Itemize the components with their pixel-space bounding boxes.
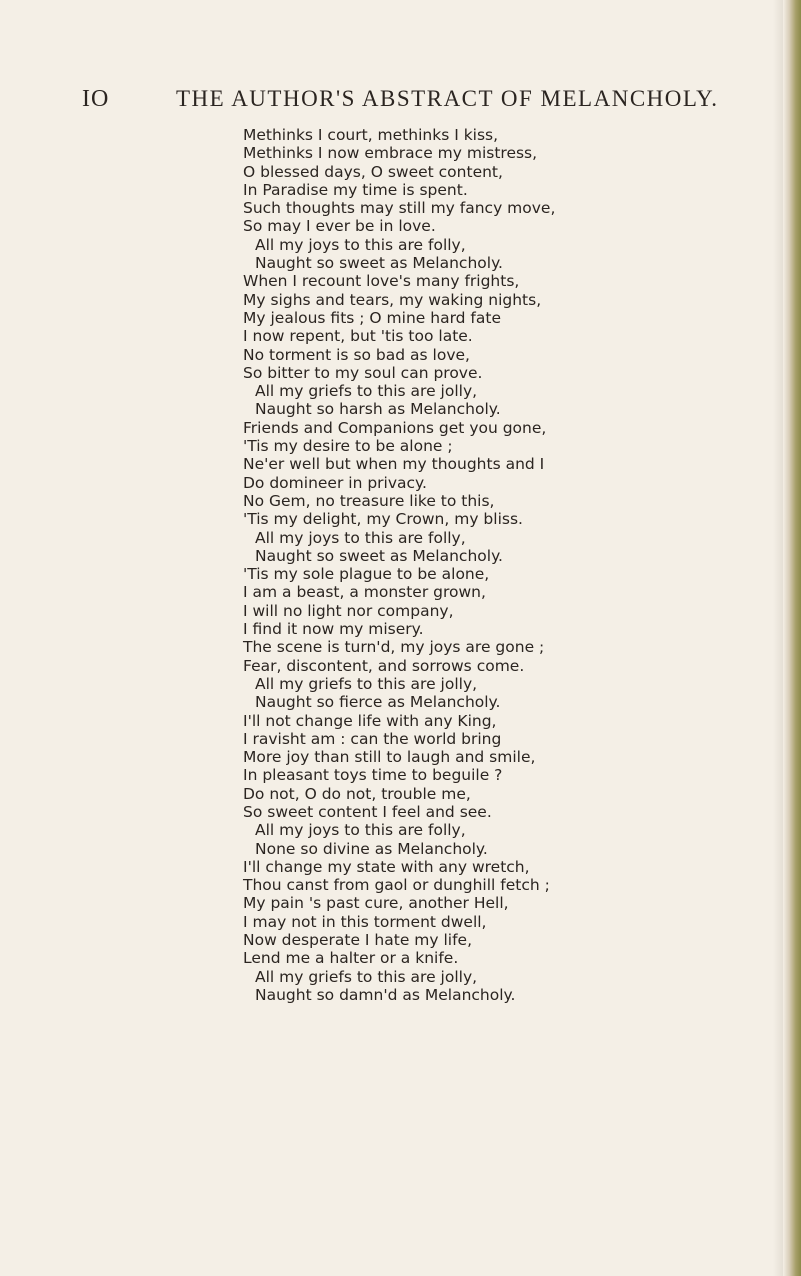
poem-line: In pleasant toys time to beguile ?	[243, 766, 503, 785]
poem-refrain-line: All my joys to this are folly,	[255, 821, 466, 840]
page-edge	[783, 0, 801, 1276]
poem-body	[243, 126, 763, 1004]
poem-refrain-line: Naught so harsh as Melancholy.	[255, 400, 501, 419]
poem-line: Methinks I now embrace my mistress,	[243, 144, 538, 163]
poem-line: Now desperate I hate my life,	[243, 931, 473, 950]
poem-line: O blessed days, O sweet content,	[243, 162, 503, 181]
poem-line: Ne'er well but when my thoughts and I	[243, 455, 545, 474]
poem-line: I'll not change life with any King,	[243, 711, 497, 730]
poem-line: My pain 's past cure, another Hell,	[243, 894, 509, 913]
poem-line: So sweet content I feel and see.	[243, 802, 492, 821]
poem-line: My sighs and tears, my waking nights,	[243, 290, 542, 309]
poem-line: I now repent, but 'tis too late.	[243, 327, 473, 346]
poem-line: In Paradise my time is spent.	[243, 180, 468, 199]
page-edge-shadow	[773, 0, 783, 1276]
poem-refrain-line: None so divine as Melancholy.	[255, 839, 488, 858]
poem-line: Do domineer in privacy.	[243, 473, 427, 492]
poem-line: I will no light nor company,	[243, 601, 454, 620]
poem-refrain-line: All my griefs to this are jolly,	[255, 674, 478, 693]
poem-line: When I recount love's many frights,	[243, 272, 520, 291]
poem-line: So may I ever be in love.	[243, 217, 436, 236]
poem-line: I may not in this torment dwell,	[243, 912, 487, 931]
poem-line: 'Tis my sole plague to be alone,	[243, 565, 490, 584]
poem-refrain-line: All my griefs to this are jolly,	[255, 382, 478, 401]
poem-line: Friends and Companions get you gone,	[243, 418, 547, 437]
poem-line: My jealous fits ; O mine hard fate	[243, 308, 501, 327]
poem-line: I find it now my misery.	[243, 620, 424, 639]
poem-line: Such thoughts may still my fancy move,	[243, 199, 556, 218]
poem-line: 'Tis my desire to be alone ;	[243, 437, 453, 456]
poem-refrain-line: All my griefs to this are jolly,	[255, 967, 478, 986]
poem-line: Methinks I court, methinks I kiss,	[243, 126, 499, 144]
poem-line: I'll change my state with any wretch,	[243, 857, 530, 876]
poem-line: Do not, O do not, trouble me,	[243, 784, 471, 803]
poem-refrain-line: All my joys to this are folly,	[255, 235, 466, 254]
poem-refrain-line: Naught so sweet as Melancholy.	[255, 254, 503, 273]
poem-line: Fear, discontent, and sorrows come.	[243, 656, 525, 675]
poem-line: More joy than still to laugh and smile,	[243, 748, 536, 767]
poem-line: I ravisht am : can the world bring	[243, 729, 502, 748]
poem-refrain-line: Naught so damn'd as Melancholy.	[255, 985, 516, 1004]
poem-line: I am a beast, a monster grown,	[243, 583, 486, 602]
page-number: IO	[82, 86, 110, 112]
running-head	[82, 86, 722, 118]
poem-line: Lend me a halter or a knife.	[243, 949, 459, 968]
poem-line: So bitter to my soul can prove.	[243, 363, 483, 382]
poem-line: Thou canst from gaol or dunghill fetch ;	[243, 876, 550, 895]
poem-line: The scene is turn'd, my joys are gone ;	[243, 638, 545, 657]
poem-line: 'Tis my delight, my Crown, my bliss.	[243, 510, 523, 529]
poem-refrain-line: All my joys to this are folly,	[255, 528, 466, 547]
running-head-title: THE AUTHOR'S ABSTRACT OF MELANCHOLY.	[176, 86, 719, 111]
poem-line: No torment is so bad as love,	[243, 345, 470, 364]
poem-line: No Gem, no treasure like to this,	[243, 491, 495, 510]
poem-refrain-line: Naught so sweet as Melancholy.	[255, 546, 503, 565]
poem-refrain-line: Naught so fierce as Melancholy.	[255, 693, 501, 712]
